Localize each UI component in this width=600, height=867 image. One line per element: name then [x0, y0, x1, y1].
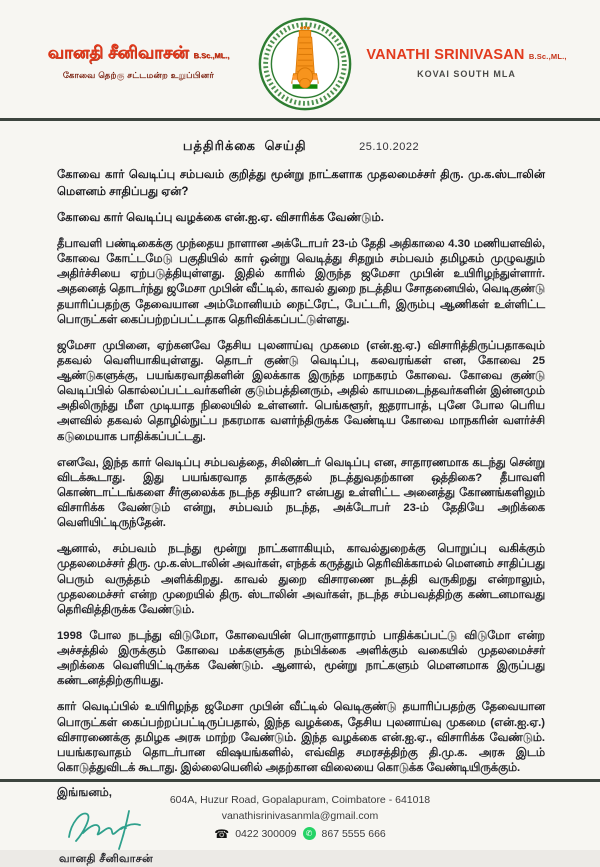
mla-designation-english: KOVAI SOUTH MLA — [417, 69, 516, 79]
whatsapp-icon: ✆ — [303, 827, 316, 840]
mla-name-english-text: VANATHI SRINIVASAN — [366, 47, 525, 63]
mla-name-tamil — [26, 44, 251, 63]
footer-address: 604A, Huzur Road, Gopalapuram, Coimbatore - 641018 — [169, 794, 431, 807]
headline-demand: கோவை கார் வெடிப்பு வழக்கை என்.ஐ.ஏ. விசாரிக்க வேண்டும். — [57, 212, 384, 225]
footer-contact-block — [0, 792, 600, 842]
paragraph-cm-silence: ஆனால், சம்பவம் நடந்து மூன்று நாட்களாகியும், காவல்துறைக்கு பொறுப்பு வகிக்கும் முதலமைச்சர் திரு. மு.க.ஸ்டாலின் அவர்கள், எந்தக் கருத்தும் தெரிவிக்காமல் மௌனம் சாதிப்பது பெரும் வருத்தம் அளிக்கிறது. காவல் துறை விசாரணை நடத்தி வருகிறது என்றாலும், முதலமைச்சர் என்ற முறையில் திரு. ஸ்டாலின் அவர்கள், நடந்த சம்பவத்திற்கு கண்டனமாவது தெரிவித்திருக்க வேண்டும். — [57, 543, 545, 616]
telephone-icon: ☎ — [214, 826, 230, 841]
paragraph-nia-demand: கார் வெடிப்பில் உயிரிழந்த ஜமேசா முபின் வீட்டில் வெடிகுண்டு தயாரிப்பதற்கு தேவையான பொருட்கள் கைப்பற்றப்பட்டிருப்பதால், இந்த வழக்கை, தேசிய புலனாய்வு முகமை (என்.ஐ.ஏ.) விசாரணைக்கு தமிழக அரசு மாற்ற வேண்டும். இந்த வழக்கை என்.ஐ.ஏ., விசாரிக்க வேண்டும். பயங்கரவாதம் தொடர்பான விஷயங்களில், எவ்வித சமரசத்திற்கு தி.மு.க. அரசு இடம் கொடுத்துவிடக் கூடாது. இல்லையெனில் அதற்கான விலையை கொடுக்க வேண்டியிருக்கும். — [57, 701, 545, 774]
footer — [0, 779, 600, 850]
assembly-temple-emblem-icon — [257, 16, 353, 112]
footer-mobile: 867 5555 666 — [321, 827, 386, 840]
mla-degrees-english: B.Sc.,ML., — [528, 52, 567, 61]
paragraph-nia-history: ஜமேசா முபினை, ஏற்கனவே தேசிய புலனாய்வு முகமை (என்.ஐ.ஏ.) விசாரித்திருப்பதாகவும் தகவல் வெளியாகியுள்ளது. தொடர் குண்டு வெடிப்பு, கலவரங்கள் என, கோவை 25 ஆண்டுகளுக்கு, பயங்கரவாதிகளின் இலக்காக இருந்த மாநகரம் கோவை. கோவை குண்டு வெடிப்பில் கொல்லப்பட்டவர்களின் குடும்பத்தினரும், அதில் காயமடைந்தவர்களின் இன்னமும் அதிலிருந்து மீள முடியாத நிலையில் உள்ளனர். பெங்களூர், ஐதராபாத், புனே போல பெரிய அளவில் தகவல் தொழில்நுட்ப நகரமாக வளர்ந்திருக்க வேண்டிய கோவை மாநகரின் வளர்ச்சி கடுமையாக பாதிக்கப்பட்டது. — [57, 339, 545, 443]
footer-email: vanathisrinivasanmla@gmail.com — [221, 810, 379, 823]
document-date: 25.10.2022 — [359, 141, 420, 153]
signatory-name: வானதி சீனிவாசன் — [59, 853, 153, 866]
mla-name-english — [359, 47, 574, 63]
title-row — [57, 137, 545, 155]
paragraph-1998-fear: 1998 போல நடந்து விடுமோ, கோவையின் பொருளாதாரம் பாதிக்கப்பட்டு விடுமோ என்ற அச்சத்தில் இருக்கும் கோவை மக்களுக்கு நம்பிக்கை அளிக்கும் வகையில் முதலமைச்சர் அறிக்கை வெளியிட்டிருக்க வேண்டும். ஆனால், மூன்று நாட்களும் மௌனமாக இருப்பது கண்டனத்திற்குரியது. — [57, 629, 545, 688]
closing-salutation: இங்ஙனம், — [57, 787, 112, 800]
document-title: பத்திரிக்கை செய்தி — [182, 138, 307, 153]
footer-phone-row — [0, 826, 600, 842]
paragraph-earlier-statement: எனவே, இந்த கார் வெடிப்பு சம்பவத்தை, சிலிண்டர் வெடிப்பு என, சாதாரணமாக கடந்து சென்று விடக்கூடாது. இது பயங்கரவாத தாக்குதல் நடத்துவதற்கான ஒத்திகை? தீபாவளி கொண்டாட்டங்களை சீர்குலைக்க நடந்த சதியா? என்பது உள்ளிட்ட அனைத்து கோணங்களிலும் விசாரிக்க வேண்டும் என்று, சம்பவம் நடந்த, அக்டோபர் 23-ம் தேதியே அறிக்கை வெளியிட்டிருந்தேன். — [57, 456, 545, 530]
letterhead — [0, 0, 600, 118]
document-body — [0, 121, 600, 867]
mla-designation-tamil: கோவை தெற்கு சட்டமன்ற உறுப்பினர் — [62, 69, 215, 80]
paragraph-incident: தீபாவளி பண்டிகைக்கு முந்தைய நாளான அக்டோபர் 23-ம் தேதி அதிகாலை 4.30 மணியளவில், கோவை கோட்டமேடு பகுதியில் கார் ஒன்று வெடித்து சிதறும் சம்பவம் தமிழகம் முழுவதும் அதிர்ச்சியை ஏற்படுத்தியுள்ளது. இதில் காரில் இருந்த ஜமேசா முபின் உயிரிழந்துள்ளார். அதனைத் தொடர்ந்து ஜமேசா முபின் வீட்டில், காவல் துறை நடத்திய சோதனையில், வெடிகுண்டு தயாரிப்பதற்கு தேவையான அம்மோனியம் நைட்ரேட், பேட்டரி, இரும்பு ஆணிகள் உள்ளிட்ட பொருட்கள் கைப்பற்றப்பட்டதாக தெரிவிக்கப்பட்டுள்ளது. — [57, 238, 545, 326]
headline-question: கோவை கார் வெடிப்பு சம்பவம் குறித்து மூன்று நாட்களாக முதலமைச்சர் திரு. மு.க.ஸ்டாலின் மௌனம் சாதிப்பது ஏன்? — [57, 169, 545, 198]
mla-degrees-tamil: B.Sc.,ML., — [193, 51, 230, 61]
footer-landline: 0422 300009 — [235, 827, 297, 840]
mla-name-tamil-text: வானதி சீனிவாசன் — [47, 43, 189, 63]
footer-divider — [0, 779, 600, 782]
letterhead-right-block — [359, 47, 574, 79]
letterhead-left-block — [26, 44, 251, 82]
